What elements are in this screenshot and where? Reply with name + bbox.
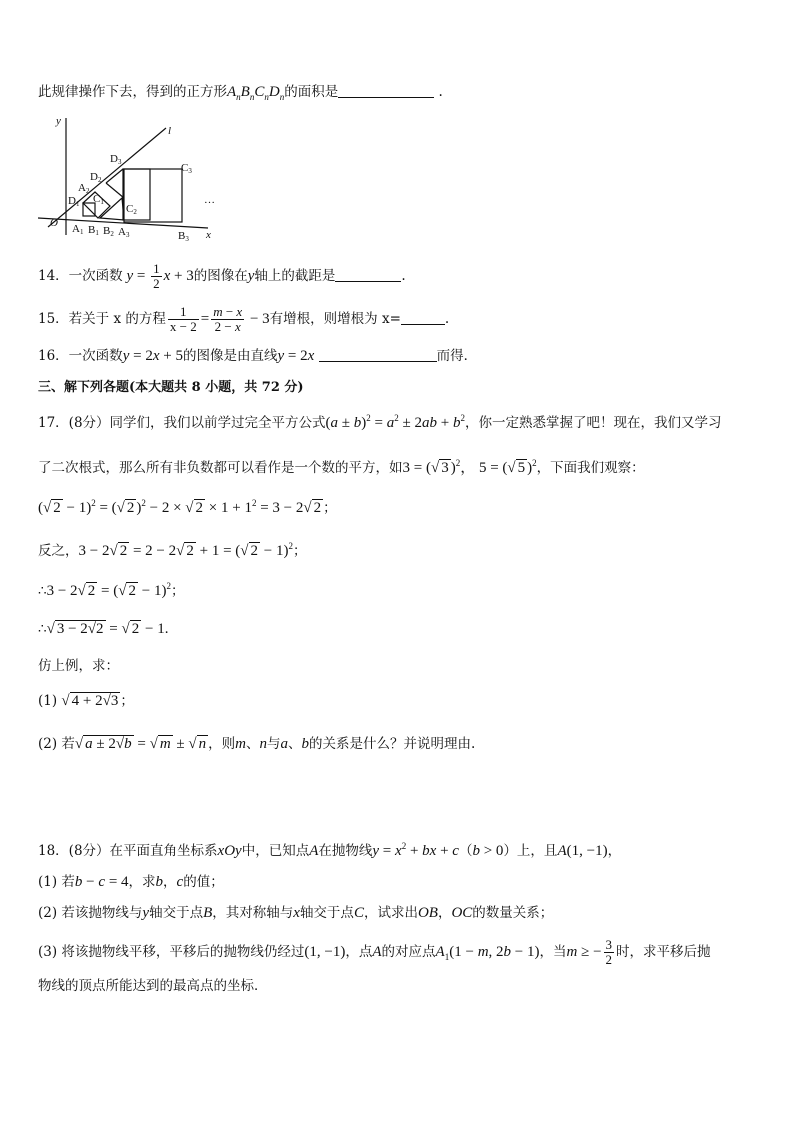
q16-blank[interactable] xyxy=(319,347,437,362)
label-c3: C3 xyxy=(181,162,192,175)
q16-mid: 的图像是由直线 xyxy=(182,348,278,364)
label-c1: C1 xyxy=(93,193,104,206)
q14-num: 14．一次函数 xyxy=(38,268,123,284)
q15-tail: 有增根，则增根为 x= xyxy=(269,311,401,327)
q13-tail-text: 的面积是 xyxy=(284,84,339,100)
q17-l1b: ，你一定熟悉掌握了吧！现在，我们又学习 xyxy=(464,415,722,431)
q14-tail: 的图像在 xyxy=(193,268,248,284)
q13-tail-line xyxy=(38,82,443,107)
q17-p2d: 的关系是什么？并说明理由. xyxy=(308,736,476,752)
q18-part3: (3) 将该抛物线平移，平移后的抛物线仍经过(1, −1)，点A的对应点$A_1(1 - m$, 2b − 1)，当m ≥ − $\frac{3}{2}$ 时，求平移后抛 xyxy=(38,937,711,967)
squares-figure xyxy=(38,110,228,245)
q17-line3: (√ 2 − 1)$^2$ = (√ 2 )$^2$ − 2 × √ $2 \times 1 + 1^2 = 3 - 2√$ 2 ； xyxy=(38,498,337,516)
q17-line6: ∴√ 3 − 2√2 = √ 2 − 1. xyxy=(38,621,169,637)
label-o: O xyxy=(50,217,58,229)
q18-p1c: 的值； xyxy=(183,874,224,890)
q16-line: 16．一次函数y = 2x + 5的图像是由直线y = 2x 而得． xyxy=(38,348,478,364)
q17-p1: (1) xyxy=(38,693,58,709)
q18-l1d: （ xyxy=(458,843,473,859)
label-l: l xyxy=(168,125,172,137)
q17-l5b: ； xyxy=(170,583,185,599)
q18-p3e: 时，求平移后抛 xyxy=(616,944,711,960)
q17-l3: ； xyxy=(323,500,337,516)
q15-blank[interactable] xyxy=(401,310,445,325)
q17-part1: (1) √ 4 + 2√3 ； xyxy=(38,693,134,709)
q16-num: 16．一次函数 xyxy=(38,348,123,364)
q18-p2d: 轴交于点 xyxy=(299,905,354,921)
q17-line7: 仿上例，求： xyxy=(38,658,119,674)
q17-line5: ∴3 − 2√ 2 = (√ 2 − 1)$^2$； xyxy=(38,581,185,599)
q18-p2e: ，试求出 xyxy=(363,905,418,921)
label-y: y xyxy=(56,115,61,127)
q18-part3-cont: 物线的顶点所能达到的最高点的坐标． xyxy=(38,978,268,994)
q17-p2c: 与 xyxy=(266,736,281,752)
q17-l2a: 了二次根式，那么所有非负数都可以看作是一个数的平方，如 xyxy=(38,460,403,476)
q18-p2a: (2) 若该抛物线与 xyxy=(38,905,143,921)
label-d3: D3 xyxy=(110,153,122,166)
q15-frac1: $\frac{1}{x - 2}$ xyxy=(169,304,197,334)
q17-line2: 了二次根式，那么所有非负数都可以看作是一个数的平方，如3 = (√ 3 )$^2$， 5 = (√ 5 )$^2$，下面我们观察： xyxy=(38,458,645,476)
q18-p3b: ，点 xyxy=(345,944,373,960)
q18-p3c: 的对应点 xyxy=(381,944,436,960)
q18-part2: (2) 若该抛物线与y轴交于点B，其对称轴与x轴交于点C，试求出OB，OC的数量关系； xyxy=(38,905,554,921)
section-3-heading: 三、解下列各题(本大题共 8 小题，共 72 分) xyxy=(38,380,304,395)
label-x: x xyxy=(206,229,211,241)
q18-p3d: ，当 xyxy=(539,944,567,960)
q17-l1a: 17．(8分）同学们，我们以前学过完全平方公式 xyxy=(38,415,326,431)
square-name: $A_nB_nC_nD_n$ xyxy=(227,84,285,102)
q14-frac: $\frac{1}{2}$ xyxy=(153,261,160,291)
label-a3: A3 xyxy=(118,226,130,239)
q18-frac: $\frac{3}{2}$ xyxy=(605,937,613,967)
label-b3: B3 xyxy=(178,230,189,243)
q17-p2a: (2) 若 xyxy=(38,736,75,752)
label-b2: B2 xyxy=(103,225,114,238)
q15-frac2: $\frac{m - x}{2 - x}$ xyxy=(213,304,243,334)
q15-line: 15．若关于 x 的方程 $\frac{1}{x - 2}$ = $\frac{m - x}{2 - x}$ − 3有增根，则增根为 x= . xyxy=(38,304,450,334)
label-d2: D2 xyxy=(90,171,102,184)
q15-end: . xyxy=(444,311,450,327)
q17-l4b: ； xyxy=(292,543,307,559)
q18-l1c: 在抛物线 xyxy=(318,843,373,859)
q16-end: 而得． xyxy=(436,348,478,364)
q18-part1: (1) 若b − c = 4，求b，c的值； xyxy=(38,874,224,890)
q15-num: 15．若关于 x 的方程 xyxy=(38,311,166,327)
q13-text: 此规律操作下去，得到的正方形 xyxy=(38,84,227,100)
q17-line4: 反之，3 − 2√ 2 = 2 − 2√ 2 + 1 = (√ 2 − 1)$^2$； xyxy=(38,541,307,559)
q14-tail2: 轴上的截距是 xyxy=(254,268,336,284)
q18-l1b: 中，已知点 xyxy=(241,843,310,859)
q18-p1b: ，求 xyxy=(128,874,156,890)
q18-line1: 18．(8分）在平面直角坐标系xOy中，已知点A在抛物线$y = x^2$ + bx + c（b > 0）上，且A(1, −1)， xyxy=(38,841,622,859)
q17-l5a: ∴ xyxy=(38,583,47,599)
q17-l6a: ∴ xyxy=(38,621,47,637)
label-a2: A2 xyxy=(78,182,90,195)
q17-l4a: 反之， xyxy=(38,543,79,559)
q18-p2f: 的数量关系； xyxy=(472,905,554,921)
q18-l1e: ）上，且 xyxy=(503,843,558,859)
q18-l1a: 18．(8分）在平面直角坐标系 xyxy=(38,843,218,859)
answer-blank[interactable] xyxy=(338,83,434,98)
label-a1: A1 xyxy=(72,223,84,236)
q18-p1a: (1) 若 xyxy=(38,874,75,890)
label-ellipsis: … xyxy=(204,194,215,206)
q18-l1f: ， xyxy=(607,843,622,859)
q14-end: . xyxy=(401,268,406,284)
q17-p2b: ，则 xyxy=(208,736,236,752)
q18-p2b: 轴交于点 xyxy=(149,905,204,921)
q14-blank[interactable] xyxy=(335,267,401,282)
label-c2: C2 xyxy=(126,203,137,216)
q18-p2c: ，其对称轴与 xyxy=(212,905,294,921)
label-d1: D1 xyxy=(68,195,80,208)
q17-l2b: ，下面我们观察： xyxy=(536,460,645,476)
q17-line1: 17．(8分）同学们，我们以前学过完全平方公式$(a \pm b)^2 = a^2 \pm 2ab + b^2$，你一定熟悉掌握了吧！现在，我们又学习 xyxy=(38,413,722,431)
q14-line: 14．一次函数 y = $\frac{1}{2}$ x + 3的图像在y轴上的截距是 . xyxy=(38,261,406,291)
q18-p3a: (3) 将该抛物线平移，平移后的抛物线仍经过 xyxy=(38,944,305,960)
q17-part2: (2) 若√ a ± 2√b = √ m ± √ n ，则m、n与a、b的关系是什么？并说明理由. xyxy=(38,736,476,752)
q13-end: . xyxy=(438,84,443,100)
label-b1: B1 xyxy=(88,224,99,237)
